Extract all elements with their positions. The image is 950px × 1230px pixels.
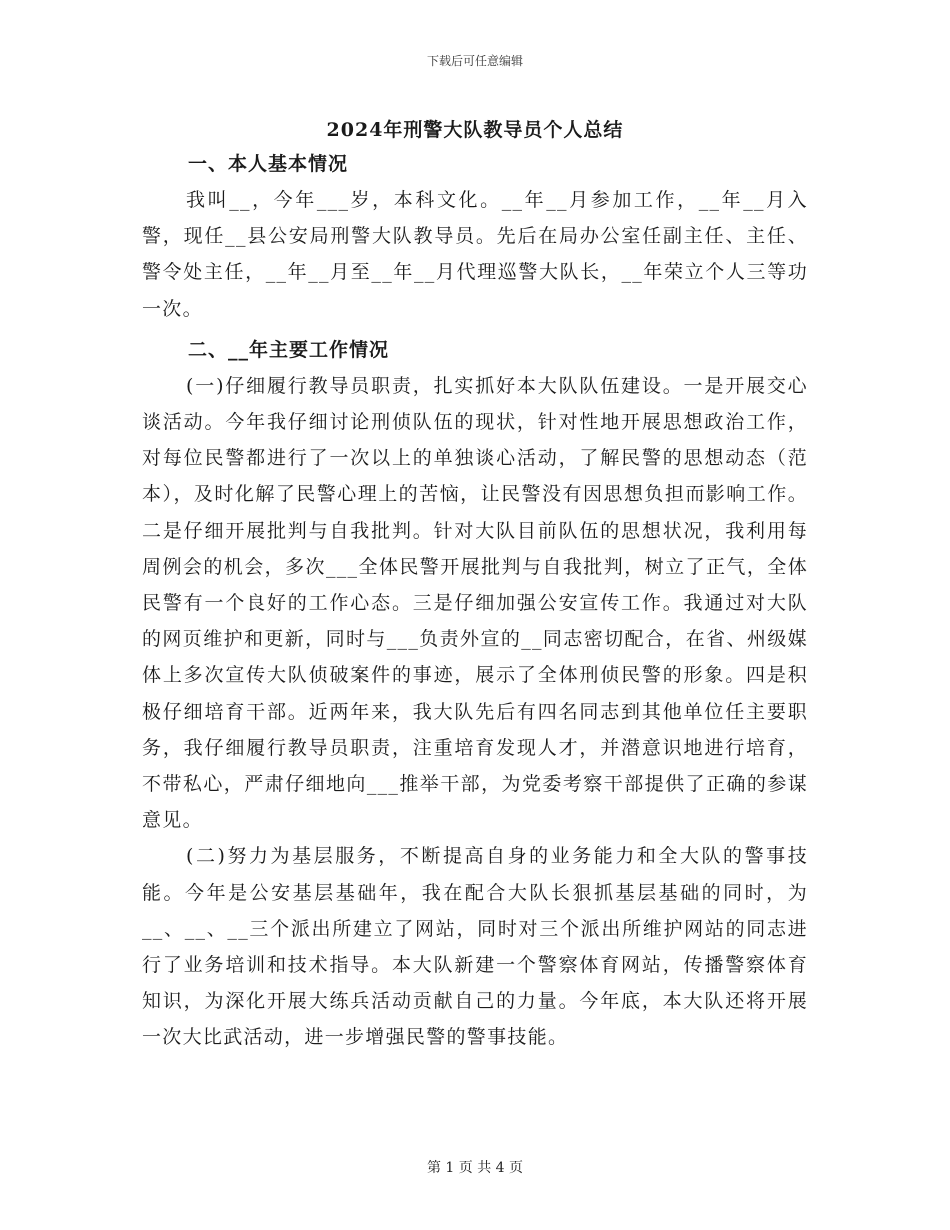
section-heading-basic-info: 一、本人基本情况 [188,153,349,175]
document-body [142,146,808,1056]
paragraph-basic-info: 我叫__，今年___岁，本科文化。__年__月参加工作，__年__月入警，现任__县公安局刑警大队教导员。先后在局办公室任副主任、主任、警令处主任，__年__月至__年__月代理巡警大队长，__年荣立个人三等功一次。 [142,189,808,320]
header-note: 下载后可任意编辑 [426,54,523,68]
paragraph-team-building: (一)仔细履行教导员职责，扎实抓好本大队队伍建设。一是开展交心谈活动。今年我仔细讨论刑侦队伍的现状，针对性地开展思想政治工作，对每位民警都进行了一次以上的单独谈心活动，了解民警的思想动态（范本），及时化解了民警心理上的苦恼，让民警没有因思想负担而影响工作。二是仔细开展批判与自我批判。针对大队目前队伍的思想状况，我利用每周例会的机会，多次___全体民警开展批判与自我批判，树立了正气，全体民警有一个良好的工作心态。三是仔细加强公安宣传工作。我通过对大队的网页维护和更新，同时与___负责外宣的__同志密切配合，在省、州级媒体上多次宣传大队侦破案件的事迹，展示了全体刑侦民警的形象。四是积极仔细培育干部。近两年来，我大队先后有四名同志到其他单位任主要职务，我仔细履行教导员职责，注重培育发现人才，并潜意识地进行培育，不带私心，严肃仔细地向___推举干部，为党委考察干部提供了正确的参谋意见。 [142,374,808,832]
page-footer: 第 1 页 共 4 页 [426,1160,524,1176]
section-heading-main-work: 二、__年主要工作情况 [188,338,390,361]
paragraph-grassroots-service: (二)努力为基层服务，不断提高自身的业务能力和全大队的警事技能。今年是公安基层基础年，我在配合大队长狠抓基层基础的同时，为__、__、__三个派出所建立了网站，同时对三个派出所维护网站的同志进行了业务培训和技术指导。本大队新建一个警察体育网站，传播警察体育知识，为深化开展大练兵活动贡献自己的力量。今年底，本大队还将开展一次大比武活动，进一步增强民警的警事技能。 [142,845,808,1049]
document-title: 2024年刑警大队教导员个人总结 [326,119,624,141]
